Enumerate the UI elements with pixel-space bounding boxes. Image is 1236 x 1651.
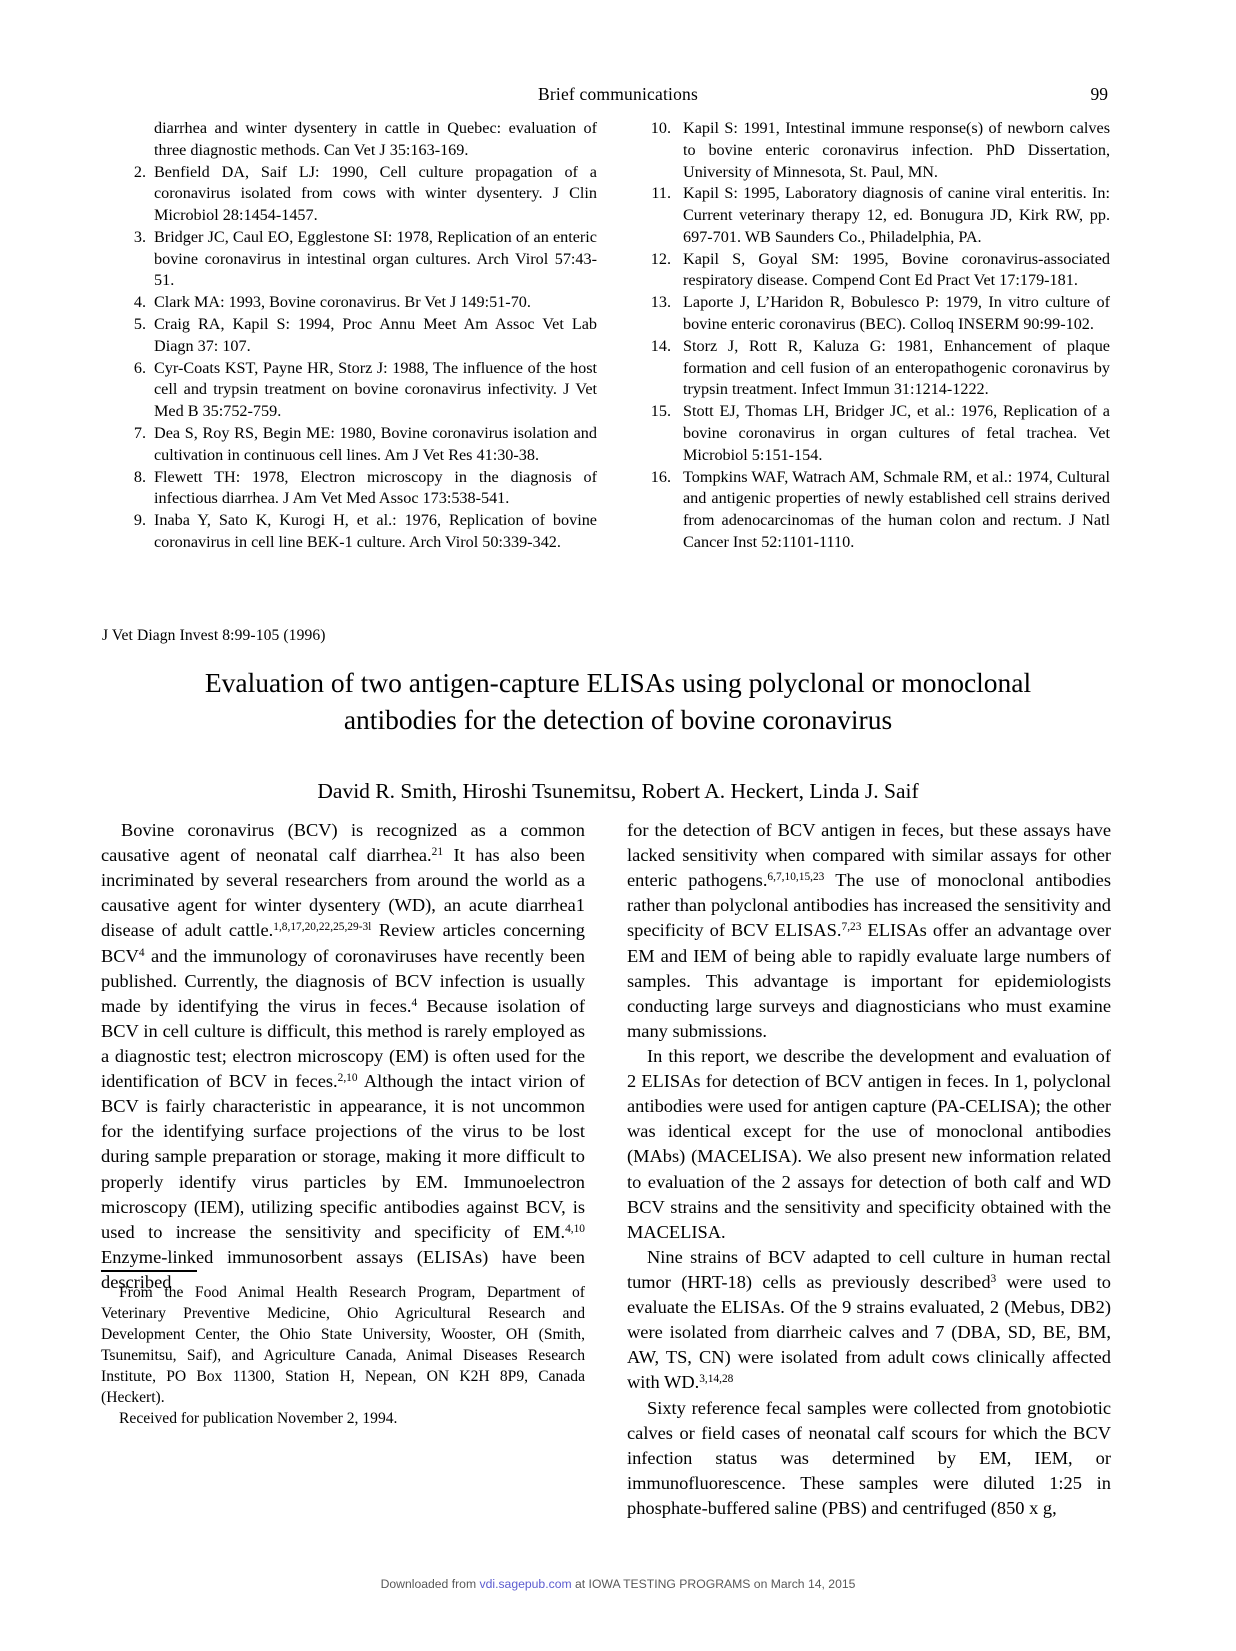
- citation-superscript: 4: [138, 946, 145, 959]
- body-text-run: The use of monoclonal antibodies rather than polyclonal antibodies has increased the sensitivity and specificity of BCV ELISAS.: [627, 870, 1111, 941]
- body-paragraph-2: [627, 818, 1111, 1044]
- reference-item: [641, 467, 1110, 554]
- citation-superscript: 4,10: [565, 1222, 585, 1235]
- citation-superscript: 3,14,28: [699, 1373, 734, 1386]
- download-suffix: at IOWA TESTING PROGRAMS on March 14, 2015: [571, 1577, 856, 1591]
- article-body: [101, 818, 1111, 1521]
- article-title-line-1: Evaluation of two antigen-capture ELISAs using polyclonal or monoclonal: [204, 667, 1032, 698]
- reference-number: 8.: [133, 467, 146, 486]
- reference-number: 14.: [650, 336, 671, 355]
- citation-superscript: 7,23: [841, 921, 862, 934]
- reference-number: 7.: [133, 423, 146, 442]
- reference-number: 2.: [133, 162, 146, 181]
- body-paragraph-1: [101, 818, 585, 1295]
- body-text-run: Because isolation of BCV in cell culture is difficult, this method is rarely employed as a diagnostic test; electron microscopy (EM) is often used for the identification of BCV in feces.: [101, 995, 585, 1092]
- page-number: 99: [1090, 84, 1108, 104]
- footnote-affiliation: From the Food Animal Health Research Program, Department of Veterinary Preventive Medicine, Ohio Agricultural Research and Development Center, the Ohio State University, Wooster, OH (Smith, Tsunemitsu, Saif), and Agriculture Canada, Animal Diseases Research Institute, PO Box 11300, Station H, Nepean, ON K2H 8P9, Canada (Heckert).: [101, 1284, 585, 1407]
- citation-superscript: 21: [431, 846, 444, 859]
- body-paragraph-3: In this report, we describe the development and evaluation of 2 ELISAs for detection of BCV antigen in feces. In 1, polyclonal antibodies were used for antigen capture (PA-CELISA); the other was identical except for the use of monoclonal antibodies (MAbs) (MACELISA). We also present new information related to evaluation of the 2 assays for detection of both calf and WD BCV strains and the sensitivity and specificity obtained with the MACELISA.: [627, 1045, 1111, 1242]
- body-column-left: [101, 818, 585, 1521]
- reference-number: 6.: [133, 358, 146, 377]
- reference-column-left: [128, 118, 597, 554]
- download-source-link[interactable]: vdi.sagepub.com: [479, 1577, 572, 1591]
- author-list: David R. Smith, Hiroshi Tsunemitsu, Robert A. Heckert, Linda J. Saif: [317, 779, 919, 803]
- reference-item: [641, 183, 1110, 248]
- reference-text: diarrhea and winter dysentery in cattle in Quebec: evaluation of three diagnostic methods. Can Vet J 35:163-169.: [154, 119, 597, 159]
- running-head: [128, 84, 1108, 106]
- reference-item: [128, 510, 597, 554]
- citation-superscript: 2,10: [337, 1072, 358, 1085]
- reference-item: [128, 162, 597, 227]
- reference-number: 15.: [650, 402, 671, 421]
- body-text-run: Enzyme-linked immunosorbent assays (ELISAs) have been described: [101, 1246, 585, 1292]
- citation-superscript: 6,7,10,15,23: [767, 871, 825, 884]
- reference-text: Kapil S: 1991, Intestinal immune response(s) of newborn calves to bovine enteric coronavirus infection. PhD Dissertation, University of Minnesota, St. Paul, MN.: [683, 119, 1110, 181]
- body-text-run: Bovine coronavirus (BCV) is recognized as a common causative agent of neonatal calf diarrhea.: [101, 820, 585, 866]
- reference-text: Tompkins WAF, Watrach AM, Schmale RM, et al.: 1974, Cultural and antigenic properties of newly established cell strains derived from adenocarcinomas of the human colon and rectum. J Natl Cancer Inst 52:1101-1110.: [683, 467, 1110, 551]
- article-title: [150, 665, 1086, 738]
- reference-text: Craig RA, Kapil S: 1994, Proc Annu Meet Am Assoc Vet Lab Diagn 37: 107.: [154, 315, 597, 355]
- footnote-block: [101, 1270, 585, 1430]
- reference-number: 5.: [133, 315, 146, 334]
- reference-text: Dea S, Roy RS, Begin ME: 1980, Bovine coronavirus isolation and cultivation in continuous cell lines. Am J Vet Res 41:30-38.: [154, 423, 597, 464]
- reference-text: Clark MA: 1993, Bovine coronavirus. Br Vet J 149:51-70.: [154, 293, 531, 312]
- reference-text: Bridger JC, Caul EO, Egglestone SI: 1978, Replication of an enteric bovine coronavirus in intestinal organ cultures. Arch Virol 57:43-51.: [154, 227, 597, 290]
- body-text-run: ELISAs offer an advantage over EM and IEM of being able to rapidly evaluate large numbers of samples. This advantage is important for epidemiologists conducting large surveys and diagnosticians who must examine many submissions.: [627, 920, 1111, 1041]
- reference-item: [128, 423, 597, 467]
- footnote-received-date: Received for publication November 2, 1994.: [119, 1410, 398, 1428]
- body-column-right: [627, 818, 1111, 1521]
- citation-superscript: 3: [990, 1273, 997, 1286]
- body-text-run: Nine strains of BCV adapted to cell culture in human rectal tumor (HRT-18) cells as previously described: [627, 1246, 1111, 1292]
- reference-list: [128, 118, 1110, 554]
- reference-text: Laporte J, L’Haridon R, Bobulesco P: 1979, In vitro culture of bovine enteric coronavirus (BEC). Colloq INSERM 90:99-102.: [683, 293, 1110, 334]
- reference-number: 13.: [650, 293, 671, 312]
- reference-number: 12.: [650, 249, 671, 268]
- reference-item: [128, 118, 597, 162]
- reference-text: Stott EJ, Thomas LH, Bridger JC, et al.: 1976, Replication of a bovine coronavirus in organ cultures of fetal trachea. Vet Microbiol 5:151-154.: [683, 402, 1110, 464]
- reference-text: Benfield DA, Saif LJ: 1990, Cell culture propagation of a coronavirus isolated from cows with winter dysentery. J Clin Microbiol 28:1454-1457.: [154, 162, 597, 225]
- body-text-run: were used to evaluate the ELISAs. Of the 9 strains evaluated, 2 (Mebus, DB2) were isolated from diarrheic calves and 7 (DBA, SD, BE, BM, AW, TS, CN) were isolated from adult cows clinically affected with WD.: [627, 1271, 1111, 1393]
- reference-item: [128, 292, 597, 314]
- reference-item: [128, 314, 597, 358]
- journal-citation-line: J Vet Diagn Invest 8:99-105 (1996): [102, 627, 326, 644]
- reference-number: 4.: [133, 293, 146, 312]
- reference-number: 11.: [651, 184, 671, 203]
- body-paragraph-5: Sixty reference fecal samples were collected from gnotobiotic calves or field cases of neonatal calf scours for which the BCV infection status was determined by EM, IEM, or immunofluorescence. These samples were diluted 1:25 in phosphate-buffered saline (PBS) and centrifuged (850 x g,: [627, 1397, 1111, 1518]
- citation-superscript: 1,8,17,20,22,25,29-3l: [273, 921, 372, 934]
- reference-text: Inaba Y, Sato K, Kurogi H, et al.: 1976, Replication of bovine coronavirus in cell line BEK-1 culture. Arch Virol 50:339-342.: [154, 511, 597, 551]
- download-prefix: Downloaded from: [380, 1577, 480, 1591]
- reference-item: [641, 118, 1110, 183]
- reference-number: 16.: [650, 467, 671, 486]
- body-text-run: Review articles concerning BCV: [101, 920, 585, 966]
- reference-text: Flewett TH: 1978, Electron microscopy in the diagnosis of infectious diarrhea. J Am Vet Med Assoc 173:538-541.: [154, 467, 597, 508]
- footnote-rule: [101, 1270, 197, 1272]
- body-text-run: Although the intact virion of BCV is fairly characteristic in appearance, it is not uncommon for the identifying surface projections of the virus to be lost during sample preparation or storage, making it more difficult to properly identify virus particles by EM. Immunoelectron microscopy (IEM), utilizing specific antibodies against BCV, is used to increase the sensitivity and specificity of EM.: [101, 1071, 585, 1242]
- download-watermark: [0, 1577, 1236, 1591]
- reference-item: [641, 292, 1110, 336]
- reference-column-right: [641, 118, 1110, 554]
- running-head-title: Brief communications: [537, 84, 698, 104]
- reference-text: Storz J, Rott R, Kaluza G: 1981, Enhancement of plaque formation and cell fusion of an enteropathogenic coronavirus by trypsin treatment. Infect Immun 31:1214-1222.: [683, 336, 1110, 399]
- reference-item: [128, 358, 597, 423]
- reference-item: [128, 467, 597, 511]
- article-title-line-2: antibodies for the detection of bovine coronavirus: [343, 703, 893, 735]
- reference-number: 3.: [133, 227, 146, 246]
- body-text-run: and the immunology of coronaviruses have recently been published. Currently, the diagnosis of BCV infection is usually made by identifying the virus in feces.: [101, 945, 585, 1016]
- body-paragraph-4: [627, 1245, 1111, 1396]
- reference-item: [641, 249, 1110, 293]
- reference-text: Kapil S, Goyal SM: 1995, Bovine coronavirus-associated respiratory disease. Compend Cont Ed Pract Vet 17:179-181.: [683, 249, 1110, 290]
- body-text-run: for the detection of BCV antigen in feces, but these assays have lacked sensitivity when compared with similar assays for other enteric pathogens.: [627, 820, 1111, 891]
- reference-text: Cyr-Coats KST, Payne HR, Storz J: 1988, The influence of the host cell and trypsin treatment on bovine coronavirus infectivity. J Vet Med B 35:752-759.: [154, 358, 597, 421]
- reference-text: Kapil S: 1995, Laboratory diagnosis of canine viral enteritis. In: Current veterinary therapy 12, ed. Bonugura JD, Kirk RW, pp. 697-701. WB Saunders Co., Philadelphia, PA.: [683, 184, 1110, 246]
- reference-item: [128, 227, 597, 292]
- reference-item: [641, 336, 1110, 401]
- reference-number: 10.: [650, 119, 671, 137]
- reference-number: 9.: [133, 511, 146, 530]
- body-text-run: It has also been incriminated by several researchers from around the world as a causative agent for winter dysentery (WD), an acute diarrhea1 disease of adult cattle.: [101, 845, 585, 941]
- citation-superscript: 4: [411, 996, 418, 1009]
- reference-item: [641, 401, 1110, 466]
